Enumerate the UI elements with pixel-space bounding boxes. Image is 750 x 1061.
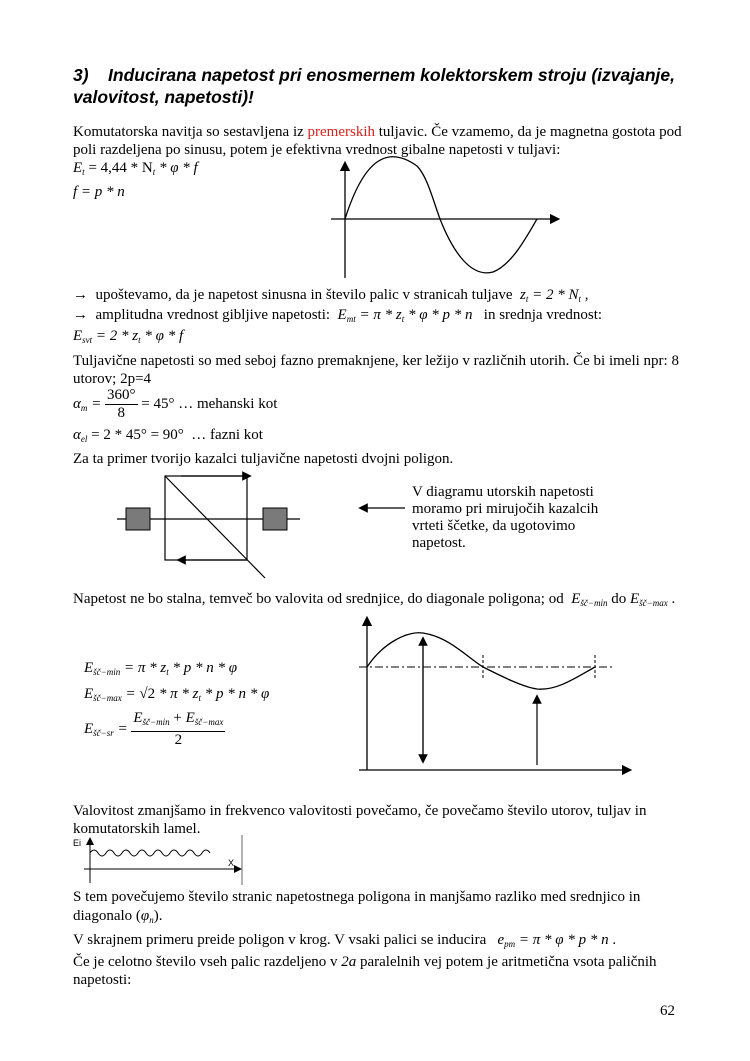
intro-line-1	[73, 123, 682, 141]
intro-text: Komutatorska navitja so sestavljena iz	[73, 124, 308, 140]
sine-graph	[325, 160, 560, 280]
skrajni-line: V skrajnem primeru preide poligon v krog. V vsaki palici se inducira $e_{pm} = \pi * \varphi * p * n$ .	[73, 932, 617, 949]
napetost-line: Napetost ne bo stalna, temveč bo valovita od srednjice, do diagonale poligona; od $E_{šč-min}$ do $E_{šč-max}$ .	[73, 591, 676, 608]
formula-alpha-el: $\alpha_{el} = 2 * 45^\circ = 90^\circ$ … fazni kot	[73, 427, 263, 444]
small-ripple-graph	[80, 835, 245, 885]
intro-line-2: poli razdeljena po sinusu, potem je efektivna vrednost gibalne napetosti v tuljavi:	[73, 142, 561, 158]
formula-esc-sr: $E_{šč-sr}$ = $\frac{E_{šč-min} + E_{šč-max}}{2}$	[84, 710, 224, 748]
ripple-graph	[355, 615, 630, 775]
brush-right	[263, 508, 287, 530]
formula-esvt: $E_{svt} = 2 * z_t * \varphi * f$	[73, 328, 184, 345]
valovitost-line-2: komutatorskih lamel.	[73, 821, 201, 837]
arrow-icon: →	[73, 307, 88, 323]
polygon-diagonal	[165, 476, 265, 578]
sine-curve	[345, 157, 537, 273]
intro-text-after: tuljavic. Če vzamemo, da je magnetna gostota pod	[375, 124, 682, 140]
formula-esc-max: $E_{šč-max} = √2 * \pi * z_t * p * n * \varphi$	[84, 686, 270, 703]
section-heading	[73, 64, 693, 108]
celotno-line-1: Če je celotno število vseh palic razdeljeno v 2a paralelnih vej potem je aritmetična vsota paličnih	[73, 954, 657, 970]
tuljave-line-1: Tuljavične napetosti so med seboj fazno premaknjene, ker ležijo v različnih utorih. Če bi imeli npr: 8	[73, 353, 679, 369]
brush-left	[126, 508, 150, 530]
formula-alpha-m: $\alpha_m$ = $\frac{360^\circ}{8}$ = 45° … mehanski kot	[73, 387, 278, 421]
polygon-intro: Za ta primer tvorijo kazalci tuljavične napetosti dvojni poligon.	[73, 451, 454, 467]
povecujemo-line-2: diagonalo $(\varphi_n)$.	[73, 908, 163, 925]
page-number: 62	[660, 1003, 675, 1019]
celotno-line-2: napetosti:	[73, 972, 132, 988]
heading-number: 3)	[73, 65, 89, 85]
polygon-diagram	[115, 470, 415, 585]
formula-esc-min: $E_{šč-min} = \pi * z_t * p * n * \varphi$	[84, 660, 238, 677]
ripple-curve	[367, 633, 595, 689]
tuljave-line-2: utorov; 2p=4	[73, 371, 152, 387]
bullet-2: → amplitudna vrednost gibljive napetosti: $E_{mt} = \pi * z_t * \varphi * p * n$ in srednja vrednost:	[73, 307, 603, 324]
valovitost-line-1: Valovitost zmanjšamo in frekvenco valovitosti povečamo, če povečamo število utorov, tuljav in	[73, 803, 647, 819]
polygon-note: V diagramu utorskih napetosti moramo pri mirujočih kazalcih vrteti ščetke, da ugotovimo napetost.	[412, 484, 599, 551]
arrow-icon: →	[73, 287, 88, 303]
small-graph-xlabel: X	[228, 858, 235, 868]
povecujemo-line-1: S tem povečujemo število stranic napetostnega poligona in manjšamo razliko med srednjico in	[73, 889, 641, 905]
small-graph-ylabel: Ei	[73, 838, 82, 848]
formula-et: $E_t = 4,44 * N_t * \varphi * f$	[73, 160, 198, 177]
highlight-word: premerskih	[307, 124, 376, 140]
formula-f: f = p * n	[73, 184, 125, 200]
heading-text: Inducirana napetost pri enosmernem kolektorskem stroju (izvajanje, valovitost, napetosti)!	[73, 65, 675, 107]
bullet-1: → upoštevamo, da je napetost sinusna in število palic v stranicah tuljave $z_t = 2 * N_t$ ,	[73, 287, 589, 304]
